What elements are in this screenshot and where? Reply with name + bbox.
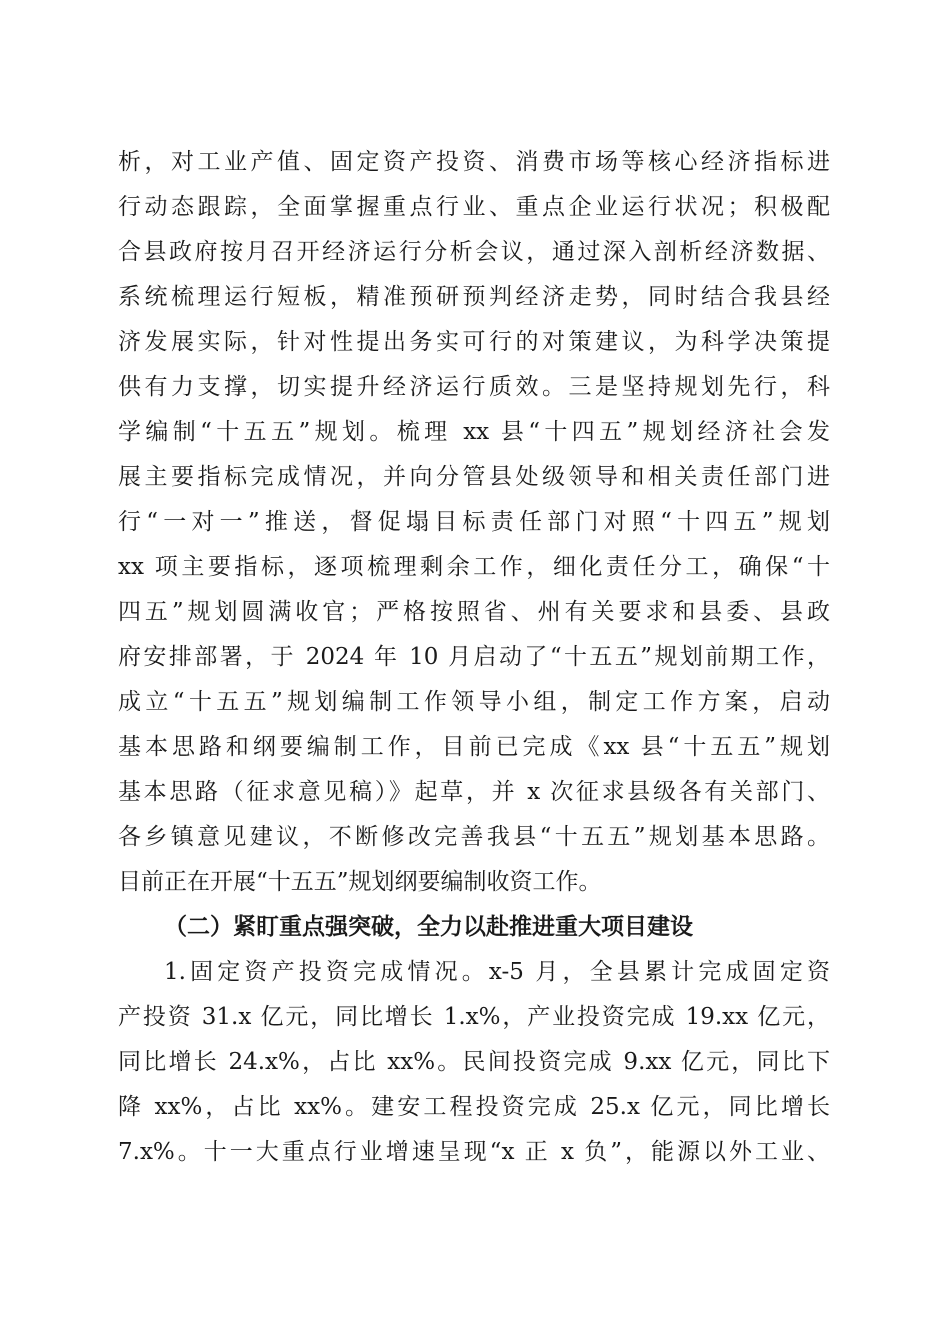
paragraph-1-line-8: 展主要指标完成情况，并向分管县处级领导和相关责任部门进	[118, 464, 830, 490]
paragraph-1-line-5: 济发展实际，针对性提出务实可行的对策建议，为科学决策提	[118, 329, 830, 355]
paragraph-1-line-15: 基本思路（征求意见稿）》起草，并 x 次征求县级各有关部门、	[118, 779, 830, 805]
paragraph-1-line-10: xx 项主要指标，逐项梳理剩余工作，细化责任分工，确保“十	[118, 554, 830, 580]
paragraph-1-line-11: 四五”规划圆满收官；严格按照省、州有关要求和县委、县政	[118, 599, 830, 625]
paragraph-2-line-5: 7.x%。十一大重点行业增速呈现“x 正 x 负”，能源以外工业、	[118, 1139, 830, 1165]
paragraph-2-line-2: 产投资 31.x 亿元，同比增长 1.x%，产业投资完成 19.xx 亿元，	[118, 1004, 830, 1030]
paragraph-1-line-2: 行动态跟踪，全面掌握重点行业、重点企业运行状况；积极配	[118, 194, 830, 220]
section-heading: （二）紧盯重点强突破，全力以赴推进重大项目建设	[164, 913, 693, 940]
paragraph-1-line-12: 府安排部署，于 2024 年 10 月启动了“十五五”规划前期工作，	[118, 644, 830, 670]
paragraph-1-line-3: 合县政府按月召开经济运行分析会议，通过深入剖析经济数据、	[118, 239, 830, 265]
paragraph-1-line-9: 行“一对一”推送，督促塌目标责任部门对照“十四五”规划	[118, 509, 830, 535]
paragraph-1-line-16: 各乡镇意见建议，不断修改完善我县“十五五”规划基本思路。	[118, 824, 830, 850]
paragraph-1-line-7: 学编制“十五五”规划。梳理 xx 县“十四五”规划经济社会发	[118, 419, 830, 445]
paragraph-1-line-13: 成立“十五五”规划编制工作领导小组，制定工作方案，启动	[118, 689, 830, 715]
paragraph-1-line-14: 基本思路和纲要编制工作，目前已完成《xx 县“十五五”规划	[118, 734, 830, 760]
paragraph-2-line-4: 降 xx%，占比 xx%。建安工程投资完成 25.x 亿元，同比增长	[118, 1094, 830, 1120]
paragraph-1-line-4: 系统梳理运行短板，精准预研预判经济走势，同时结合我县经	[118, 284, 830, 310]
paragraph-1-line-6: 供有力支撑，切实提升经济运行质效。三是坚持规划先行，科	[118, 374, 830, 400]
paragraph-2-line-3: 同比增长 24.x%，占比 xx%。民间投资完成 9.xx 亿元，同比下	[118, 1049, 830, 1075]
paragraph-2-line-1: 1.固定资产投资完成情况。x-5 月，全县累计完成固定资	[164, 959, 830, 985]
paragraph-1-line-1: 析，对工业产值、固定资产投资、消费市场等核心经济指标进	[118, 149, 830, 175]
paragraph-1-line-17: 目前正在开展“十五五”规划纲要编制收资工作。	[118, 869, 602, 895]
